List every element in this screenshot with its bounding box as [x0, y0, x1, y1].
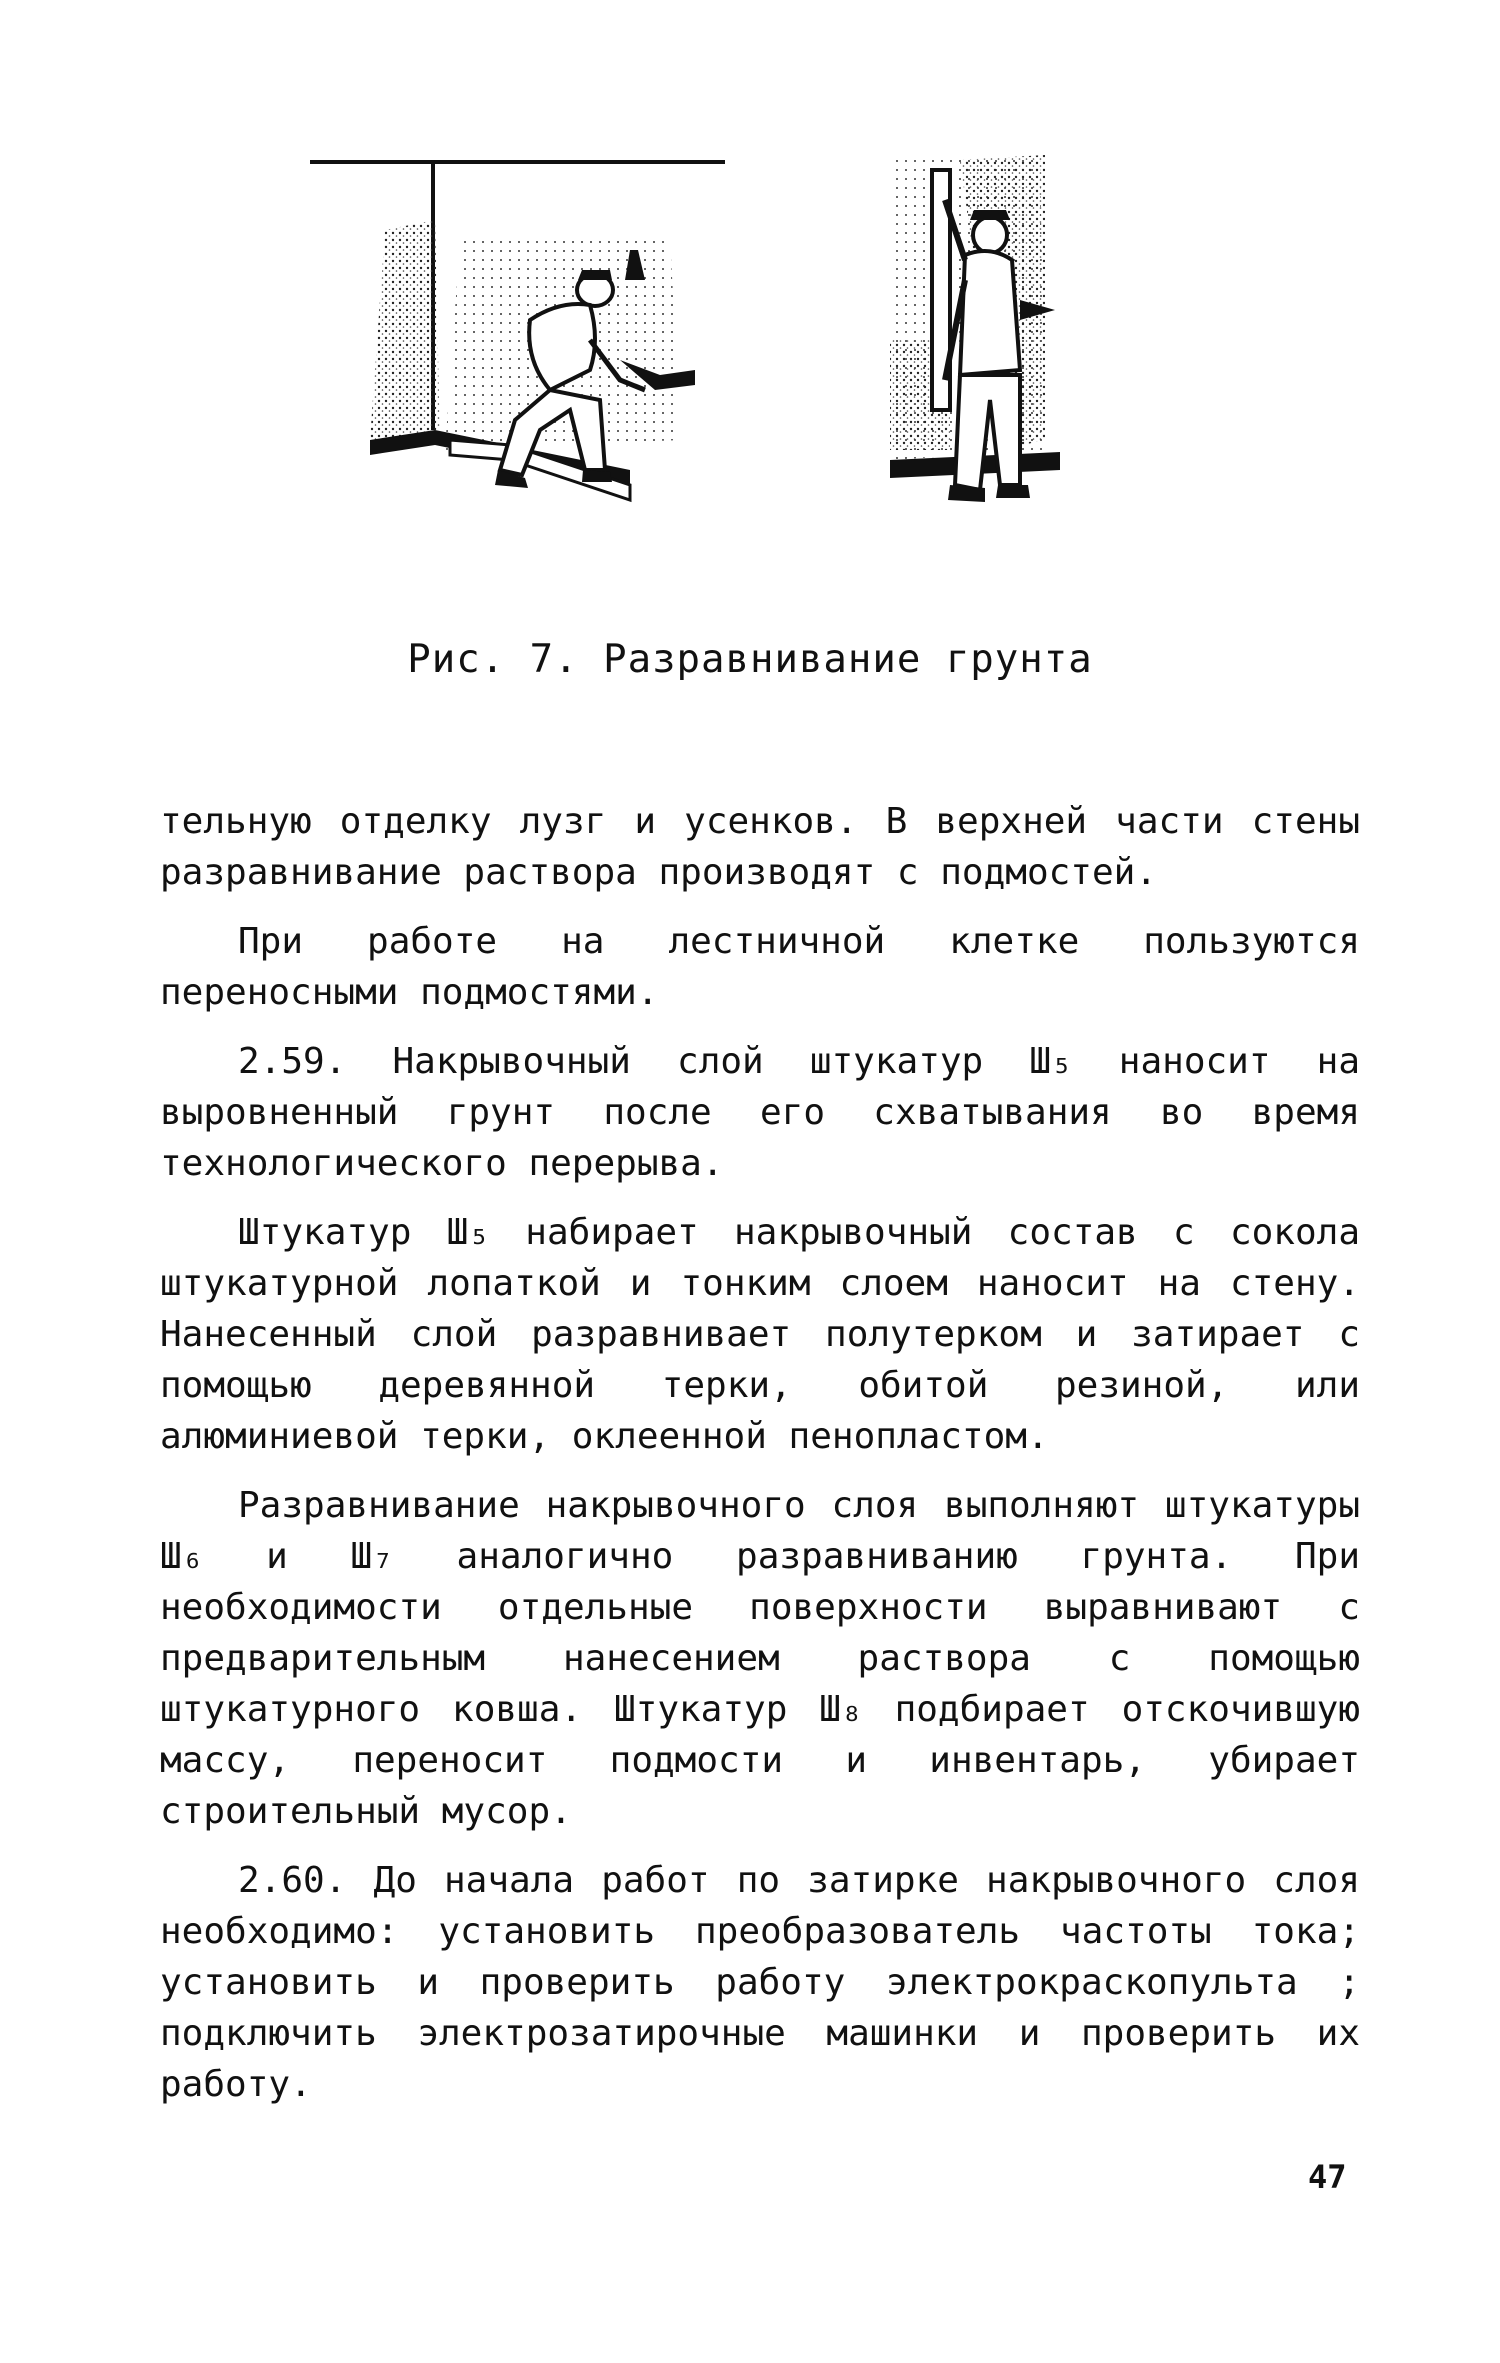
figure-caption: Рис. 7. Разравнивание грунта	[407, 637, 1093, 682]
page-number: 47	[1308, 2158, 1347, 2196]
plastering-illustration	[300, 140, 1180, 580]
paragraph: 2.60. До начала работ по затирке накрывочного слоя необходимо: установить преобразователь частоты тока; установить и проверить работу электрокраскопульта ; подключить электрозатирочные машинки и проверить их работу.	[160, 1860, 1360, 2105]
left-scene	[310, 162, 725, 500]
paragraph: 2.59. Накрывочный слой штукатур Ш₅ наносит на выровненный грунт после его схватывания во время технологического перерыва.	[160, 1041, 1360, 1184]
paragraph: При работе на лестничной клетке пользуются переносными подмостями.	[160, 921, 1360, 1013]
right-scene	[890, 155, 1060, 502]
paragraph: Штукатур Ш₅ набирает накрывочный состав с сокола штукатурной лопаткой и тонким слоем наносит на стену. Нанесенный слой разравнивает полутерком и затирает с помощью деревянной терки, обитой резиной, или алюминиевой терки, оклеенной пенопластом.	[160, 1212, 1360, 1457]
body-text	[160, 796, 1360, 2128]
figure-7	[300, 140, 1180, 580]
paragraph: тельную отделку лузг и усенков. В верхней части стены разравнивание раствора производят с подмостей.	[160, 801, 1360, 893]
paragraph: Разравнивание накрывочного слоя выполняют штукатуры Ш₆ и Ш₇ аналогично разравниванию грунта. При необходимости отдельные поверхности выравнивают с предварительным нанесением раствора с помощью штукатурного ковша. Штукатур Ш₈ подбирает отскочившую массу, переносит подмости и инвентарь, убирает строительный мусор.	[160, 1485, 1360, 1832]
